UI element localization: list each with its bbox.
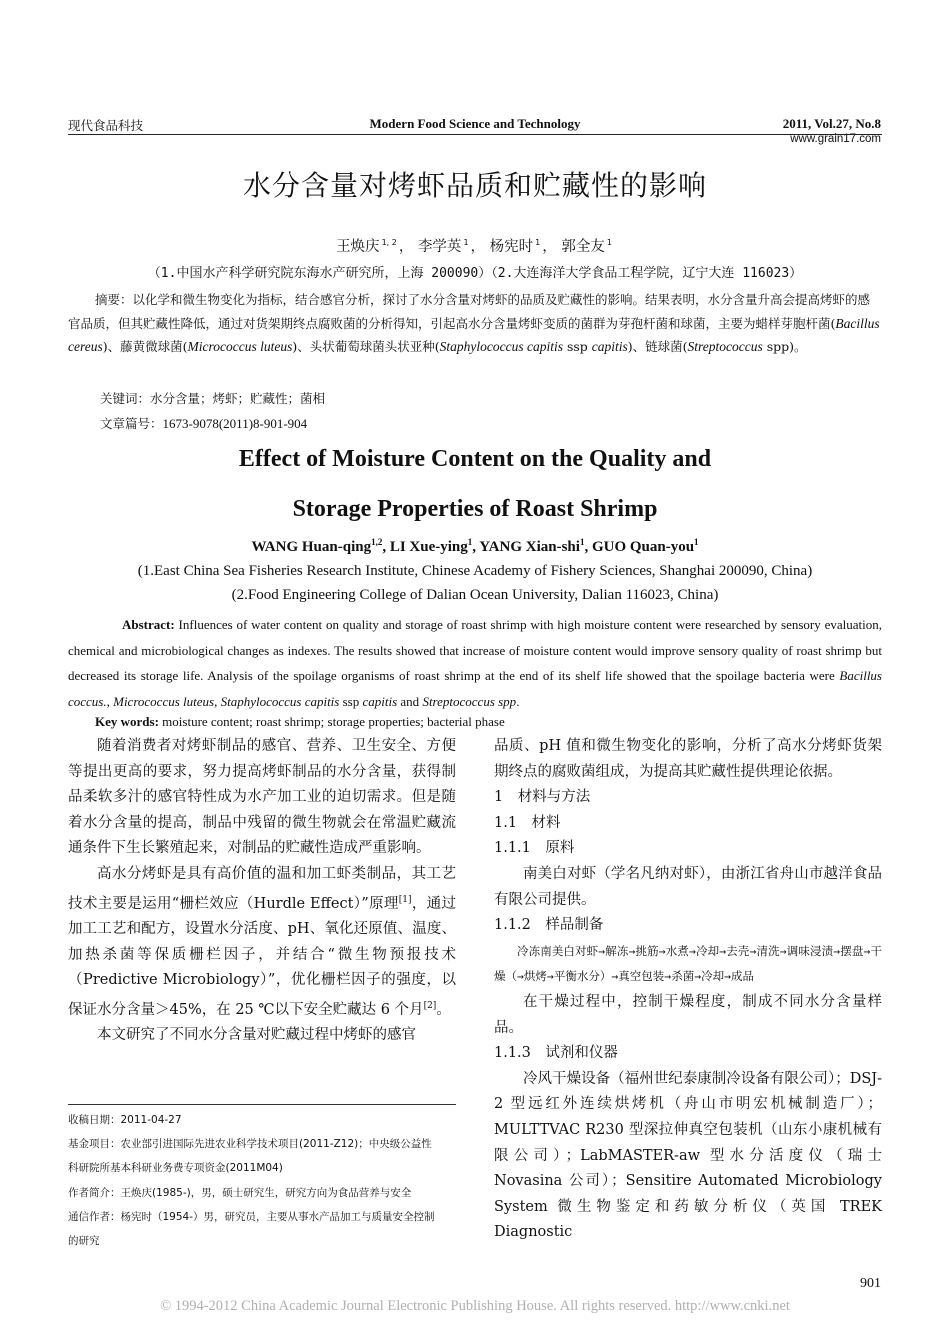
page-number: 901 bbox=[860, 1276, 881, 1291]
body-left-column bbox=[68, 734, 456, 1049]
paragraph: 南美白对虾（学名凡纳对虾），由浙江省舟山市越洋食品有限公司提供。 bbox=[494, 865, 882, 908]
authors-en: WANG Huan-qing$^{1,2}$, LI Xue-ying$^1$, YANG Xian-shi$^1$, GUO Quan-you$^1$ bbox=[251, 537, 699, 555]
title-cn: 水分含量对烤虾品质和贮藏性的影响 bbox=[242, 169, 707, 202]
journal-name-en: Modern Food Science and Technology bbox=[369, 116, 581, 131]
title-en-line1: Effect of Moisture Content on the Quality and bbox=[238, 446, 712, 472]
corresponding-line2: 的研究 bbox=[68, 1235, 100, 1248]
journal-name-cn: 现代食品科技 bbox=[68, 118, 144, 133]
copyright-watermark: © 1994-2012 China Academic Journal Electronic Publishing House. All rights reserved. http://www.cnki.net bbox=[160, 1298, 790, 1314]
title-en-line2: Storage Properties of Roast Shrimp bbox=[292, 496, 658, 522]
paragraph: 在干燥过程中，控制干燥程度，制成不同水分含量样品。 bbox=[494, 993, 882, 1036]
keywords-cn: 关键词：水分含量；烤虾；贮藏性；菌相 bbox=[100, 391, 326, 406]
affiliation-en-line2: (2.Food Engineering College of Dalian Ocean University, Dalian 116023, China) bbox=[231, 587, 719, 603]
footnote-rule bbox=[68, 1104, 456, 1105]
abstract-en: Abstract: Influences of water content on quality and storage of roast shrimp with high moisture content were researched by sensory evaluation, chemical and microbiological changes as indexes. The results showed that increase of moisture content would improve sensory quality of roast shrimp but decreased its storage life. Analysis of the spoilage organisms of roast shrimp at the end of its shelf life showed that the spoilage bacteria were Bacillus coccus., Micrococcus luteus, Staphylococcus capitis ssp capitis and Streptococcus spp. bbox=[68, 617, 882, 709]
article-id: 文章篇号：1673-9078(2011)8-901-904 bbox=[100, 416, 308, 431]
subsubsection-heading: 1.1.2 样品制备 bbox=[494, 917, 604, 934]
fund-line2: 科研院所基本科研业务费专项资金(2011M04) bbox=[68, 1162, 283, 1175]
author-bio: 作者简介：王焕庆(1985-)，男，硕士研究生，研究方向为食品营养与安全 bbox=[68, 1186, 412, 1199]
journal-url[interactable]: www.grain17.com bbox=[790, 133, 881, 145]
authors-cn: 王焕庆 $^{1, 2}$ ， 李学英 $^1$ ， 杨宪时 $^1$ ， 郭全友 $^1$ bbox=[336, 238, 612, 255]
abstract-cn: 摘要：以化学和微生物变化为指标，结合感官分析，探讨了水分含量对烤虾的品质及贮藏性的影响。结果表明，水分含量升高会提高烤虾的感官品质，但其贮藏性降低，通过对货架期终点腐败菌的分析得知，引起高水分含量烤虾变质的菌群为芽孢杆菌和球菌，主要为蜡样芽胞杆菌(Bacillus cereus)、藤黄微球菌(Micrococcus luteus)、头状葡萄球菌头状亚种(Staphylococcus capitis ssp capitis)、链球菌(Streptococcus spp)。 bbox=[68, 292, 880, 354]
footnotes bbox=[68, 1108, 468, 1253]
subsection-heading: 1.1 材料 bbox=[494, 814, 561, 831]
header-rule bbox=[68, 134, 882, 135]
process-flow: 冷冻南美白对虾→解冻→挑筋→水煮→冷却→去壳→清洗→调味浸渍→摆盘→干燥（→烘烤→平衡水分）→真空包装→杀菌→冷却→成品 bbox=[494, 943, 882, 984]
paragraph: 本文研究了不同水分含量对贮藏过程中烤虾的感官 bbox=[97, 1027, 416, 1044]
issue-info: 2011, Vol.27, No.8 bbox=[782, 116, 881, 131]
affiliation-en-line1: (1.East China Sea Fisheries Research Institute, Chinese Academy of Fishery Sciences, Shanghai 200090, China) bbox=[137, 563, 813, 579]
subsubsection-heading: 1.1.3 试剂和仪器 bbox=[494, 1045, 618, 1062]
paragraph: 品质、pH 值和微生物变化的影响，分析了高水分烤虾货架期终点的腐败菌组成，为提高其贮藏性提供理论依据。 bbox=[494, 738, 882, 780]
affiliation-cn: （1.中国水产科学研究院东海水产研究所，上海 200090）（2.大连海洋大学食品工程学院，辽宁大连 116023） bbox=[147, 266, 803, 281]
received-date: 收稿日期：2011-04-27 bbox=[68, 1114, 182, 1126]
paragraph: 高水分烤虾是具有高价值的温和加工虾类制品，其工艺技术主要是运用“栅栏效应（Hurdle Effect）”原理[1]，通过加工工艺和配方，设置水分活度、pH、氧化还原值、温度、加热杀菌等保质栅栏因子，并结合“微生物预报技术（Predictive Microbiology）”，优化栅栏因子的强度，以保证水分含量＞45%，在 25 ℃以下安全贮藏达 6 个月[2]。 bbox=[68, 865, 457, 1018]
subsubsection-heading: 1.1.1 原料 bbox=[494, 840, 575, 857]
paragraph: 冷风干燥设备（福州世纪泰康制冷设备有限公司）；DSJ-2 型远红外连续烘烤机（舟山市明宏机械制造厂）；MULTTVAC R230 型深拉伸真空包装机（山东小康机械有限公司）；LabMASTER-aw 型水分活度仪（瑞士 Novasina 公司）；Sensitire Automated Microbiology System 微生物鉴定和药敏分析仪（英国 TREK Diagnostic bbox=[494, 1070, 882, 1241]
corresponding-line1: 通信作者：杨宪时（1954-）男，研究员，主要从事水产品加工与质量安全控制 bbox=[68, 1210, 435, 1223]
paragraph: 随着消费者对烤虾制品的感官、营养、卫生安全、方便等提出更高的要求，努力提高烤虾制品的水分含量，获得制品柔软多汁的感官特性成为水产加工业的迫切需求。但是随着水分含量的提高，制品中残留的微生物就会在常温贮藏流通条件下生长繁殖起来，对制品的贮藏性造成严重影响。 bbox=[68, 738, 456, 857]
body-right-column bbox=[494, 734, 882, 1246]
fund-line1: 基金项目：农业部引进国际先进农业科学技术项目(2011-Z12)；中央级公益性 bbox=[68, 1138, 432, 1151]
section-heading: 1 材料与方法 bbox=[494, 789, 591, 806]
keywords-en: Key words: moisture content; roast shrimp; storage properties; bacterial phase bbox=[95, 714, 505, 729]
